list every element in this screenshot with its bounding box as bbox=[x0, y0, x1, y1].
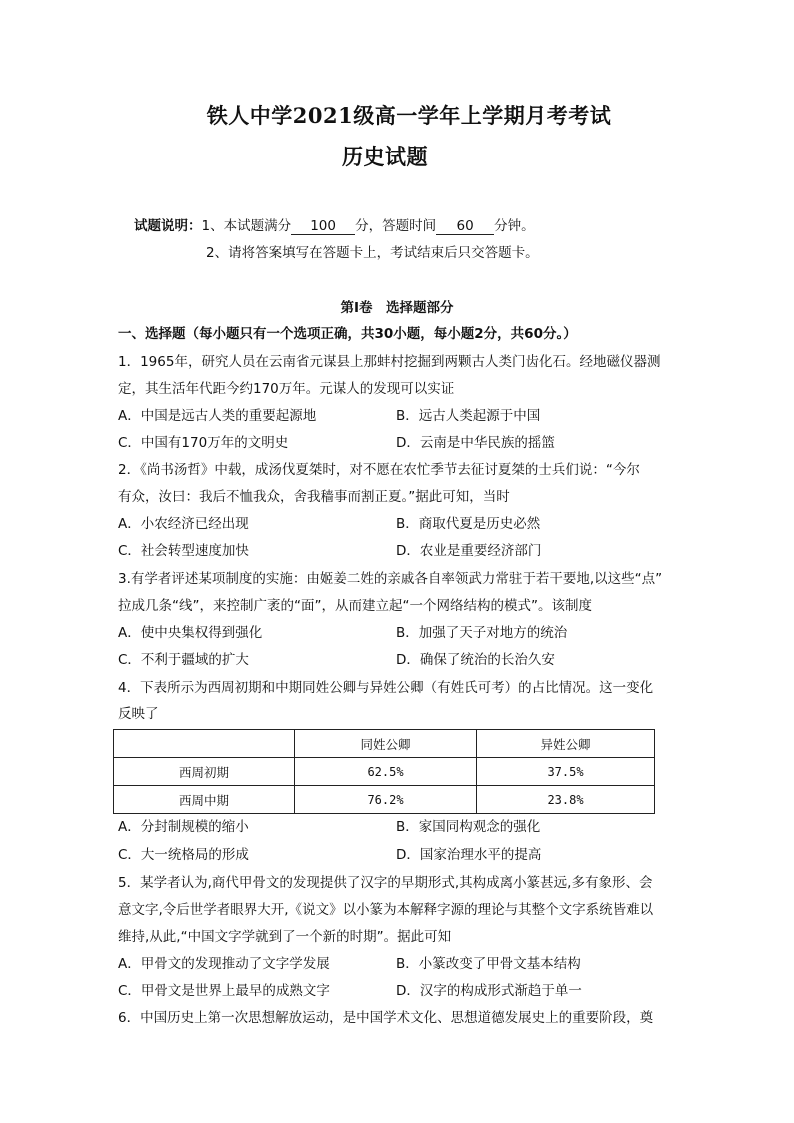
instructions-lead: 试题说明： bbox=[134, 218, 202, 234]
exam-title: 铁人中学2021级高一学年上学期月考考试 bbox=[206, 103, 612, 128]
question-1-option-c: C．中国有170万年的文明史 bbox=[118, 435, 289, 451]
table-cell: 62.5% bbox=[295, 758, 477, 786]
score-blank: 100 bbox=[291, 218, 355, 235]
volume-heading: 第Ⅰ卷 选择题部分 bbox=[340, 300, 454, 316]
question-5-option-b: B．小篆改变了甲骨文基本结构 bbox=[396, 956, 581, 972]
question-2-option-d: D．农业是重要经济部门 bbox=[396, 543, 542, 559]
question-3-option-c: C．不利于疆域的扩大 bbox=[118, 652, 249, 668]
question-1-option-a: A．中国是远古人类的重要起源地 bbox=[118, 408, 317, 424]
question-3-line-1: 3.有学者评述某项制度的实施：由姬姜二姓的亲戚各自率领武力常驻于若干要地,以这些“点” bbox=[118, 571, 663, 587]
question-1-line-2: 定，其生活年代距今约170万年。元谋人的发现可以实证 bbox=[118, 381, 455, 397]
exam-subtitle: 历史试题 bbox=[342, 144, 428, 169]
question-4-line-1: 4．下表所示为西周初期和中期同姓公卿与异姓公卿（有姓氏可考）的占比情况。这一变化 bbox=[118, 680, 654, 696]
table-row bbox=[114, 758, 655, 786]
question-4-line-2: 反映了 bbox=[118, 706, 159, 722]
table-cell: 37.5% bbox=[477, 758, 655, 786]
question-1-option-b: B．远古人类起源于中国 bbox=[396, 408, 541, 424]
question-5-line-1: 5．某学者认为,商代甲骨文的发现提供了汉字的早期形式,其构成离小篆甚远,多有象形、会 bbox=[118, 875, 653, 891]
question-1-option-d: D．云南是中华民族的摇篮 bbox=[396, 435, 555, 451]
table-header-cell bbox=[114, 730, 295, 758]
question-6-line-1: 6．中国历史上第一次思想解放运动，是中国学术文化、思想道德发展史上的重要阶段，奠 bbox=[118, 1010, 654, 1026]
question-4-option-b: B．家国同构观念的强化 bbox=[396, 819, 541, 835]
table-cell: 23.8% bbox=[477, 786, 655, 814]
question-5-option-a: A．甲骨文的发现推动了文字学发展 bbox=[118, 956, 330, 972]
part-heading: 一、选择题（每小题只有一个选项正确，共30小题，每小题2分，共60分。） bbox=[118, 326, 577, 342]
table-header-cell: 异姓公卿 bbox=[477, 730, 655, 758]
question-5-line-2: 意文字,令后世学者眼界大开,《说文》以小篆为本解释字源的理论与其整个文字系统皆难以 bbox=[118, 902, 654, 918]
question-5-option-c: C．甲骨文是世界上最早的成熟文字 bbox=[118, 983, 330, 999]
question-5-line-3: 维持,从此,“中国文字学就到了一个新的时期”。据此可知 bbox=[118, 929, 452, 945]
question-4-option-d: D．国家治理水平的提高 bbox=[396, 847, 542, 863]
table-cell: 西周中期 bbox=[114, 786, 295, 814]
question-1-line-1: 1．1965年，研究人员在云南省元谋县上那蚌村挖掘到两颗古人类门齿化石。经地磁仪器测 bbox=[118, 354, 661, 370]
question-2-option-a: A．小农经济已经出现 bbox=[118, 516, 249, 532]
question-3-option-b: B．加强了天子对地方的统治 bbox=[396, 625, 568, 641]
time-blank: 60 bbox=[436, 218, 494, 235]
table-header-row bbox=[114, 730, 655, 758]
table-cell: 76.2% bbox=[295, 786, 477, 814]
question-3-option-d: D．确保了统治的长治久安 bbox=[396, 652, 555, 668]
table-cell: 西周初期 bbox=[114, 758, 295, 786]
table-row bbox=[114, 786, 655, 814]
question-4-option-a: A．分封制规模的缩小 bbox=[118, 819, 249, 835]
question-2-option-b: B．商取代夏是历史必然 bbox=[396, 516, 541, 532]
instructions-line-2: 2、请将答案填写在答题卡上，考试结束后只交答题卡。 bbox=[206, 245, 539, 261]
question-2-line-2: 有众，汝曰：我后不恤我众，舍我穑事而割正夏。”据此可知，当时 bbox=[118, 489, 510, 505]
question-4-option-c: C．大一统格局的形成 bbox=[118, 847, 249, 863]
question-2-option-c: C．社会转型速度加快 bbox=[118, 543, 249, 559]
question-3-line-2: 拉成几条“线”，来控制广袤的“面”，从而建立起“一个网络结构的模式”。该制度 bbox=[118, 598, 592, 614]
officials-ratio-table bbox=[113, 729, 655, 814]
table-header-cell: 同姓公卿 bbox=[295, 730, 477, 758]
question-5-option-d: D．汉字的构成形式渐趋于单一 bbox=[396, 983, 582, 999]
question-3-option-a: A．使中央集权得到强化 bbox=[118, 625, 263, 641]
instructions-line-1: 试题说明：1、本试题满分 100 分，答题时间 60 分钟。 bbox=[134, 218, 535, 234]
question-2-line-1: 2．《尚书汤哲》中载，成汤伐夏桀时，对不愿在农忙季节去征讨夏桀的士兵们说：“今尔 bbox=[118, 462, 640, 478]
